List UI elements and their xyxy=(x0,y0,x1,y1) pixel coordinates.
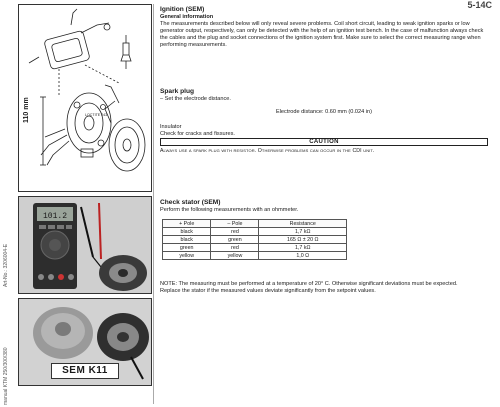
table-cell: red xyxy=(211,228,259,236)
electrode-distance: Electrode distance: 0.60 mm (0.024 in) xyxy=(275,109,373,115)
insulator-title: Insulator xyxy=(160,124,182,130)
page-number: 5-14C xyxy=(467,0,492,10)
ignition-drawing xyxy=(19,5,152,192)
table-row xyxy=(163,236,347,244)
header-plus-pole: + Pole xyxy=(163,220,211,228)
insulator-text: Check for cracks and fissures. xyxy=(160,131,235,137)
ignition-subtitle: General information xyxy=(160,14,214,20)
stator-title: Check stator (SEM) xyxy=(160,199,221,206)
table-cell: red xyxy=(211,244,259,252)
stator-table xyxy=(162,219,347,260)
table-cell: black xyxy=(163,228,211,236)
multimeter-photo xyxy=(18,196,152,294)
margin-text xyxy=(1,180,11,405)
multimeter-drawing xyxy=(19,197,152,294)
spark-plug-section xyxy=(160,88,488,138)
caution-text: Always use a spark plug with resistor. Otherwise problems can occur in the CDI unit. xyxy=(160,148,375,154)
table-row xyxy=(163,228,347,236)
spark-plug-title: Spark plug xyxy=(160,88,195,95)
dimension-label: 110 mm xyxy=(23,97,30,123)
ignition-assembly-figure xyxy=(18,4,152,192)
loctite-label: LOCTITE 243 xyxy=(85,113,108,117)
table-cell: yellow xyxy=(163,252,211,260)
ignition-title: Ignition (SEM) xyxy=(160,6,205,13)
table-row xyxy=(163,244,347,252)
table-cell: green xyxy=(211,236,259,244)
column-divider xyxy=(153,4,154,404)
caution-title: CAUTION xyxy=(160,138,488,146)
table-cell: black xyxy=(163,236,211,244)
header-resistance: Resistance xyxy=(259,220,347,228)
ignition-body: The measurements described below will only reveal severe problems. Coil short circuit, leading to weak ignition sparks or low generator output, respectively, can only be detected with the help of an ignition test bench. In the case of malfunction always check the cables and the plug and socket connections of the ignition system first. Make sure to select the correct measuring range when performing measurements. xyxy=(160,21,484,48)
svg-text:101.2: 101.2 xyxy=(42,212,68,221)
note-section xyxy=(160,281,488,295)
stator-intro: Perform the following measurements with an ohmmeter. xyxy=(160,207,299,213)
note-text-1: NOTE: The measuring must be performed at a temperature of 20° C. Otherwise significant deviations must be expected. xyxy=(160,281,458,287)
stator-section xyxy=(160,199,488,214)
spark-plug-step: – Set the electrode distance. xyxy=(160,96,231,102)
table-row xyxy=(163,252,347,260)
table-cell: 1,7 kΩ xyxy=(259,244,347,252)
table-header-row xyxy=(163,220,347,228)
art-number: Art-No.: 3206004-E xyxy=(3,244,9,288)
table-cell: 165 Ω ± 20 Ω xyxy=(259,236,347,244)
table-cell: 1,7 kΩ xyxy=(259,228,347,236)
table-cell: 1,0 Ω xyxy=(259,252,347,260)
ignition-section xyxy=(160,6,488,49)
table-cell: yellow xyxy=(211,252,259,260)
header-minus-pole: – Pole xyxy=(211,220,259,228)
manual-title: manual KTM 250/300/380 xyxy=(3,347,9,405)
note-text-2: Replace the stator if the measured values deviate significantly from the setpoint values. xyxy=(160,288,376,294)
table-cell: green xyxy=(163,244,211,252)
figure-label: SEM K11 xyxy=(51,363,119,379)
